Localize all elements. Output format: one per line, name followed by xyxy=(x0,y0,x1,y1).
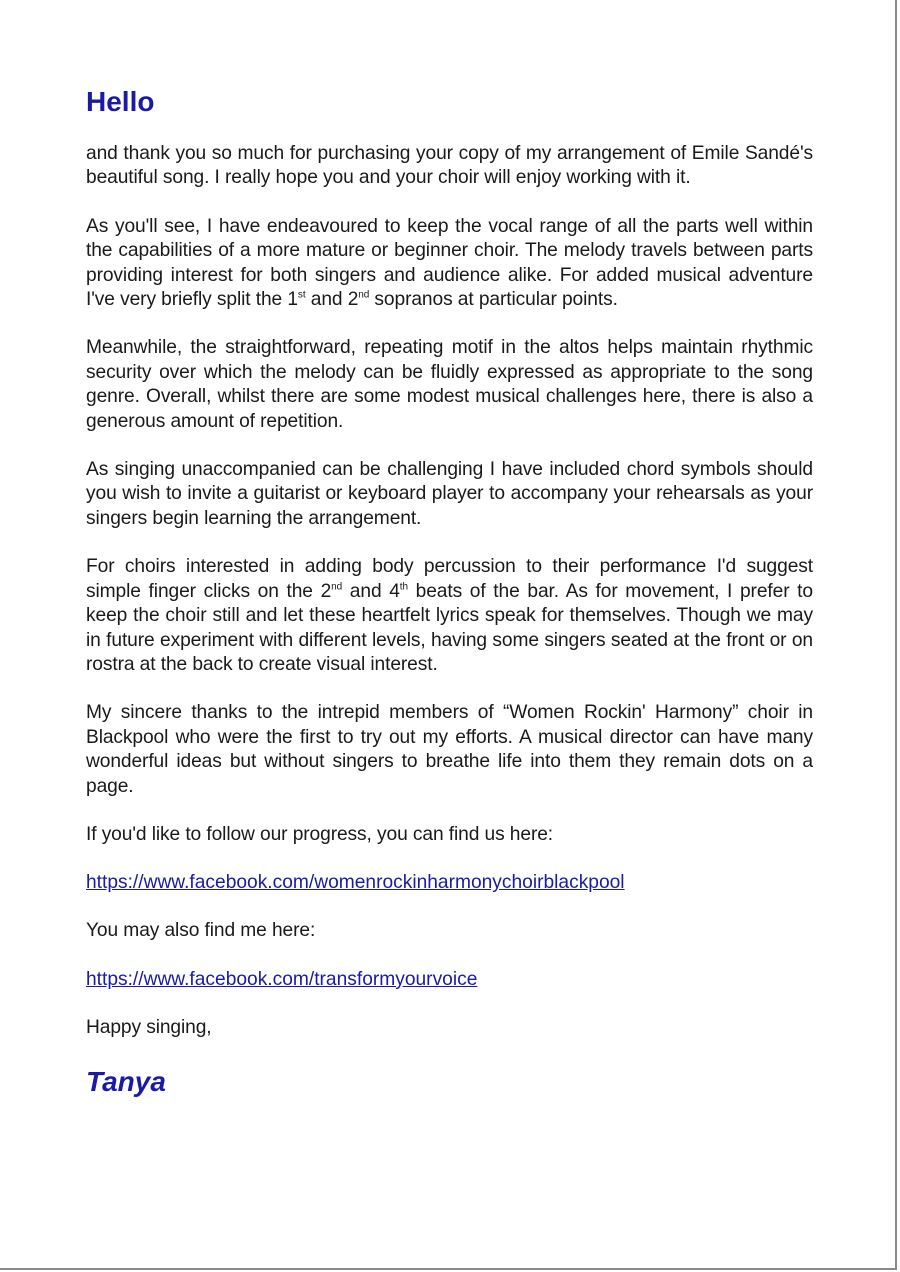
choir-facebook-link[interactable]: https://www.facebook.com/womenrockinharmonychoirblackpool xyxy=(86,872,625,894)
signature-name: Tanya xyxy=(86,1066,166,1098)
paragraph-body-percussion-text-c: beats of the bar. As for movement, I prefer to keep the choir still and let these heartfelt lyrics speak for themselves. Though we may in future experiment with different levels, having some singers seated at the front or on rostra at the back to create visual interest. xyxy=(86,580,813,675)
paragraph-vocal-range-text-b: and 2 xyxy=(305,289,359,311)
paragraph-sign-off: Happy singing, xyxy=(86,1016,212,1038)
paragraph-thanks: and thank you so much for purchasing your copy of my arrangement of Emile Sandé's beautiful song. I really hope you and your choir will enjoy working with it. xyxy=(86,143,813,189)
paragraph-body-percussion xyxy=(86,555,813,677)
superscript-st: st xyxy=(297,289,306,301)
personal-facebook-link[interactable]: https://www.facebook.com/transformyourvoice xyxy=(86,968,478,990)
superscript-nd: nd xyxy=(358,289,370,301)
greeting-heading: Hello xyxy=(86,86,155,117)
paragraph-vocal-range-text-c: sopranos at particular points. xyxy=(369,289,618,311)
paragraph-vocal-range-text-a: As you'll see, I have endeavoured to keep the vocal range of all the parts well within the capabilities of a more mature or beginner choir. The melody travels between parts providing interest for both singers and audience alike. For added musical adventure I've very briefly split the 1 xyxy=(86,215,813,311)
paragraph-thanks-choir: My sincere thanks to the intrepid members of “Women Rockin' Harmony” choir in Blackpool who were the first to try out my efforts. A musical director can have many wonderful ideas but without singers to breathe life into them they remain dots on a page. xyxy=(86,702,813,797)
paragraph-body-percussion-text-a: For choirs interested in adding body percussion to their performance I'd suggest simple finger clicks on the 2 xyxy=(86,556,813,602)
paragraph-find-me: You may also find me here: xyxy=(86,920,316,942)
paragraph-altos-motif: Meanwhile, the straightforward, repeating motif in the altos helps maintain rhythmic security over which the melody can be fluidly expressed as appropriate to the song genre. Overall, whilst there are some modest musical challenges here, there is also a generous amount of repetition. xyxy=(86,337,813,432)
paragraph-chord-symbols: As singing unaccompanied can be challenging I have included chord symbols should you wish to invite a guitarist or keyboard player to accompany your rehearsals as your singers begin learning the arrangement. xyxy=(86,459,813,529)
paragraph-vocal-range xyxy=(86,215,813,313)
letter-content xyxy=(86,84,813,1100)
paragraph-follow-progress: If you'd like to follow our progress, you can find us here: xyxy=(86,823,554,845)
superscript-th: th xyxy=(399,581,408,593)
paragraph-body-percussion-text-b: and 4 xyxy=(342,580,400,602)
superscript-nd: nd xyxy=(331,581,343,593)
